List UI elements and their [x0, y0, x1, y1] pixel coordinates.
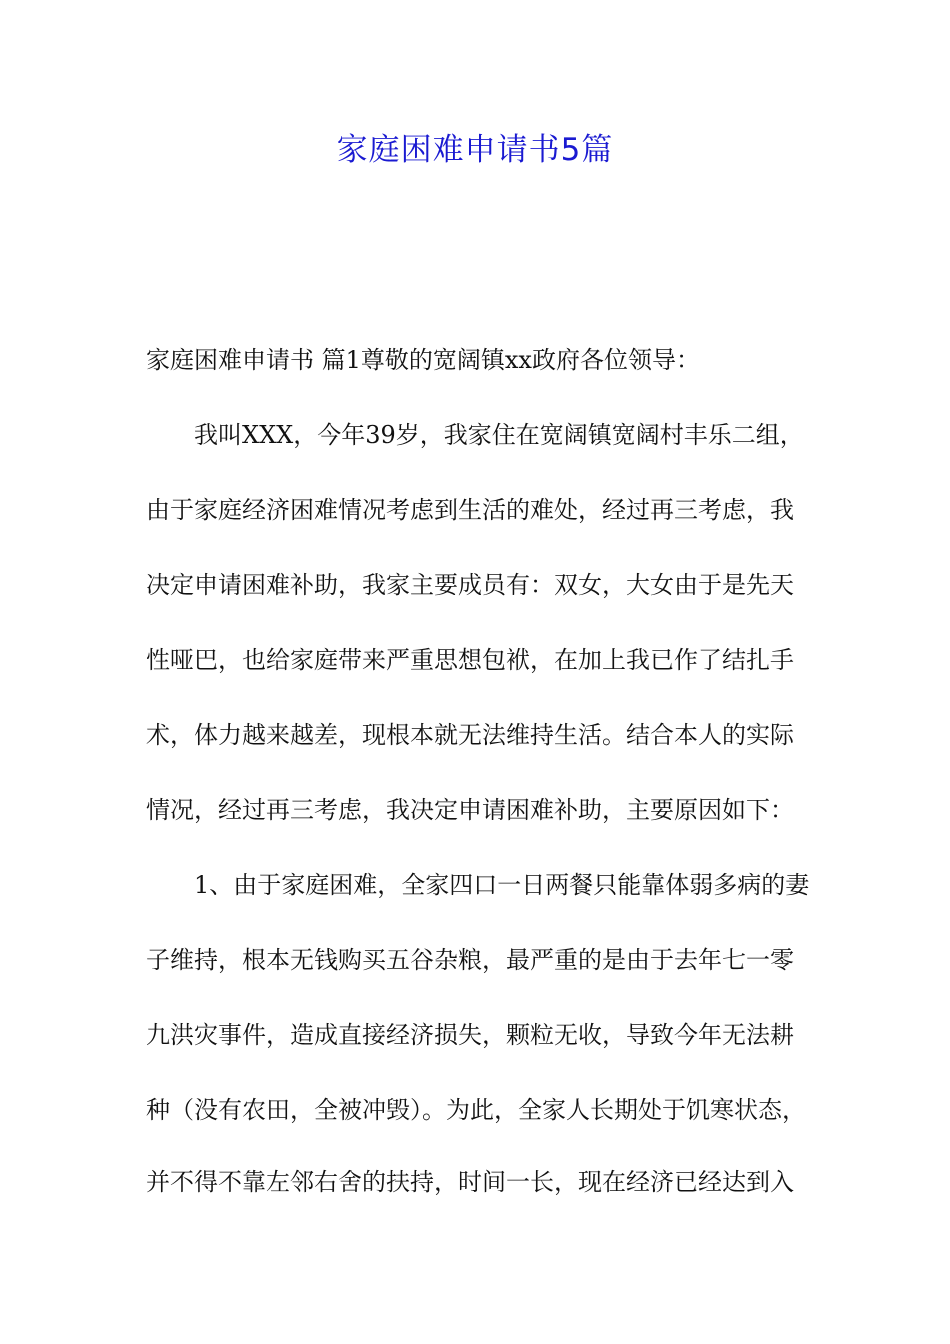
salutation-line: 家庭困难申请书 篇1尊敬的宽阔镇xx政府各位领导： [146, 346, 700, 374]
paragraph-line: 1、由于家庭困难，全家四口一日两餐只能靠体弱多病的妻 [194, 871, 810, 899]
paragraph-line: 种（没有农田，全被冲毁）。为此，全家人长期处于饥寒状态， [146, 1096, 806, 1124]
paragraph-line: 术，体力越来越差，现根本就无法维持生活。结合本人的实际 [146, 721, 794, 749]
paragraph-line: 九洪灾事件，造成直接经济损失，颗粒无收，导致今年无法耕 [146, 1021, 794, 1049]
paragraph-line: 我叫XXX，今年39岁，我家住在宽阔镇宽阔村丰乐二组， [194, 421, 804, 449]
paragraph-line: 由于家庭经济困难情况考虑到生活的难处，经过再三考虑，我 [146, 496, 794, 524]
paragraph-line: 情况，经过再三考虑，我决定申请困难补助，主要原因如下： [146, 796, 794, 824]
paragraph-line: 性哑巴，也给家庭带来严重思想包袱，在加上我已作了结扎手 [146, 646, 794, 674]
document-title: 家庭困难申请书5篇 [336, 132, 614, 168]
paragraph-line: 子维持，根本无钱购买五谷杂粮，最严重的是由于去年七一零 [146, 946, 794, 974]
paragraph-line: 决定申请困难补助，我家主要成员有：双女，大女由于是先天 [146, 571, 794, 599]
paragraph-line: 并不得不靠左邻右舍的扶持，时间一长，现在经济已经达到入 [146, 1168, 794, 1196]
